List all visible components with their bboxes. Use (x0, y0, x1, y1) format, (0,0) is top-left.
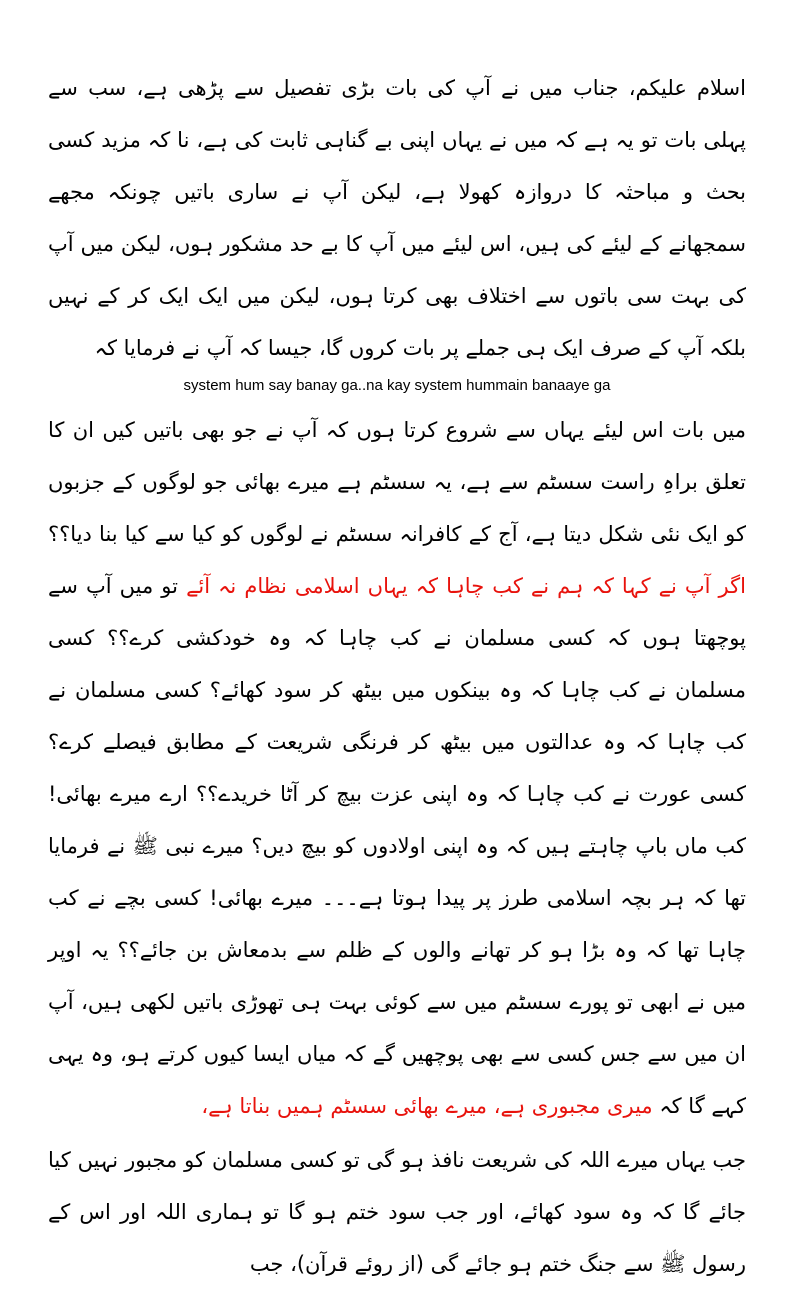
paragraph-greeting: اسلام علیکم، جناب میں نے آپ کی بات بڑی تفصیل سے پڑھی ہے، سب سے پہلی بات تو یہ ہے کہ میں نے یہاں اپنی بے گناہی ثابت کی ہے، نا کہ مزید کسی بحث و مباحثہ کا دروازہ کھولا ہے، لیکن آپ نے ساری باتیں چونکہ مجھے سمجھانے کے لیئے کی ہیں، اس لیئے میں آپ کا بے حد مشکور ہوں، لیکن میں آپ کی بہت سی باتوں سے اختلاف بھی کرتا ہوں، لیکن میں ایک ایک کر کے نہیں بلکہ آپ کے صرف ایک ہی جملے پر بات کروں گا، جیسا کہ آپ نے فرمایا کہ (48, 76, 746, 360)
highlighted-answer: میری مجبوری ہے، میرے بھائی سسٹم ہمیں بناتا ہے، (201, 1094, 653, 1118)
paragraph-system (48, 404, 746, 1132)
paragraph-sharia: جب یہاں میرے اللہ کی شریعت نافذ ہو گی تو کسی مسلمان کو مجبور نہیں کیا جائے گا کہ وہ سود کھائے، اور جب سود ختم ہو گا تو ہماری اللہ اور اس کے رسول ﷺ سے جنگ ختم ہو جائے گی (از روئے قرآن)، جب (48, 1148, 746, 1276)
paragraph-system-text-2: تو میں آپ سے پوچھتا ہوں کہ کسی مسلمان نے کب چاہا کہ وہ خودکشی کرے؟؟ کسی مسلمان نے کب چاہا کہ وہ بینکوں میں بیٹھ کر سود کھائے؟ کسی مسلمان نے کب چاہا کہ وہ عدالتوں میں بیٹھ کر فرنگی شریعت کے مطابق فیصلے کرے؟ کسی عورت نے کب چاہا کہ وہ اپنی عزت بیچ کر آٹا خریدے؟؟ ارے میرے بھائی! کب ماں باپ چاہتے ہیں کہ وہ اپنی اولادوں کو بیچ دیں؟ میرے نبی ﷺ نے فرمایا تھا کہ ہر بچہ اسلامی طرز پر پیدا ہوتا ہے۔۔۔ میرے بھائی! کسی بچے نے کب چاہا تھا کہ وہ بڑا ہو کر تھانے والوں کے ظلم سے بدمعاش بن جائے؟؟ یہ اوپر میں نے ابھی تو پورے سسٹم میں سے کوئی بہت ہی تھوڑی باتیں لکھی ہیں، آپ ان میں سے جس کسی سے بھی پوچھیں گے کہ میاں ایسا کیوں کرتے ہو، وہ یہی کہے گا کہ (48, 574, 746, 1118)
highlighted-question: اگر آپ نے کہا کہ ہم نے کب چاہا کہ یہاں اسلامی نظام نہ آئے (186, 574, 746, 598)
document-page (48, 62, 746, 1290)
quoted-sentence: system hum say banay ga..na kay system hummain banaaye ga (183, 377, 611, 394)
paragraph-system-text-1: میں بات اس لیئے یہاں سے شروع کرتا ہوں کہ آپ نے جو بھی باتیں کیں ان کا تعلق براہِ راست سسٹم سے ہے، یہ سسٹم ہے میرے بھائی جو لوگوں کے جزبوں کو ایک نئی شکل دیتا ہے، آج کے کافرانہ سسٹم نے لوگوں کو کیا سے کیا بنا دیا؟؟ (48, 418, 746, 546)
